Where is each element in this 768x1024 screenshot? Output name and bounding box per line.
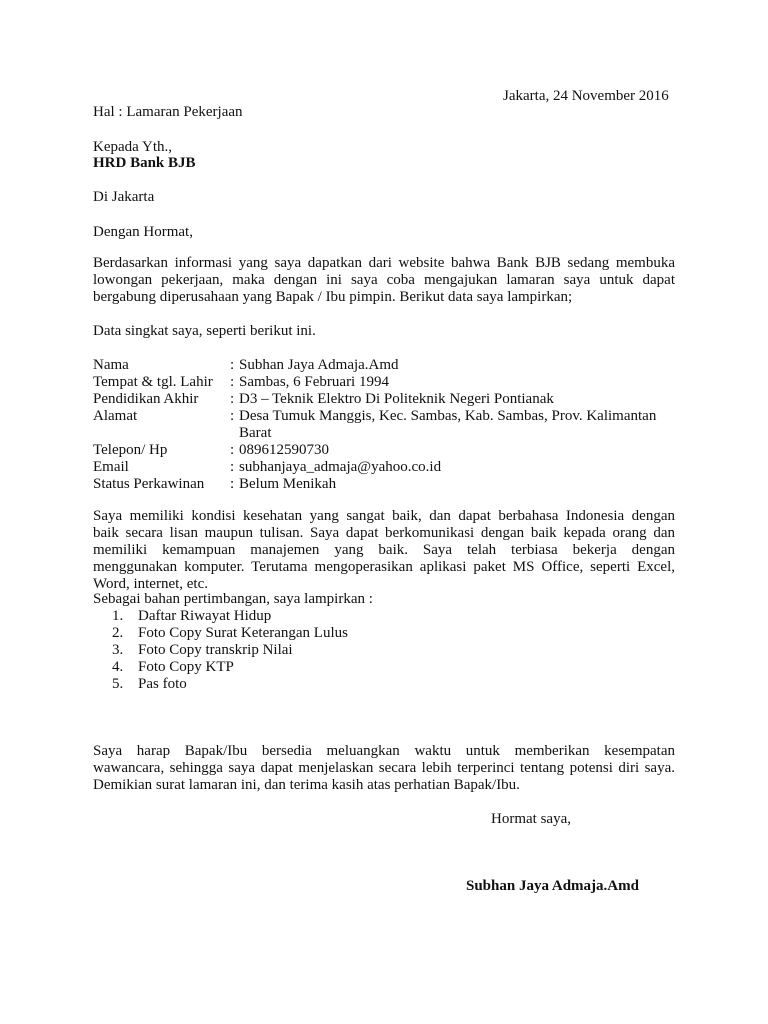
attachments-list: [112, 608, 348, 693]
closing-line: Saya harap Bapak/Ibu bersedia meluangkan waktu untuk memberikan kesempatan: [93, 743, 675, 759]
data-value: : Desa Tumuk Manggis, Kec. Sambas, Kab. Sambas, Prov. Kalimantan Barat: [230, 408, 683, 442]
data-value: : Subhan Jaya Admaja.Amd: [230, 357, 399, 373]
closing-line: Demikian surat lamaran ini, dan terima kasih atas perhatian Bapak/Ibu.: [93, 777, 520, 793]
data-row-pendidikan: [93, 391, 683, 408]
letter-subject: Hal : Lamaran Pekerjaan: [93, 104, 243, 120]
data-value: : Sambas, 6 Februari 1994: [230, 374, 389, 390]
intro-line: bergabung diperusahaan yang Bapak / Ibu pimpin. Berikut data saya lampirkan;: [93, 289, 573, 305]
skills-line: Saya memiliki kondisi kesehatan yang sangat baik, dan dapat berbahasa Indonesia dengan: [93, 508, 675, 524]
data-row-status: [93, 476, 683, 493]
data-label: Pendidikan Akhir: [93, 391, 199, 407]
signature-name: Subhan Jaya Admaja.Amd: [466, 878, 639, 894]
skills-line: menggunakan komputer. Terutama mengoperasikan aplikasi paket MS Office, seperti Excel,: [93, 559, 675, 575]
list-item: 1. Daftar Riwayat Hidup: [112, 608, 272, 624]
data-value: : subhanjaya_admaja@yahoo.co.id: [230, 459, 442, 475]
closing-paragraph: [93, 743, 675, 794]
address-continuation: Barat: [239, 425, 272, 441]
data-label: Tempat & tgl. Lahir: [93, 374, 213, 390]
skills-line: baik secara lisan maupun tulisan. Saya dapat berkomunikasi dengan baik kepada orang dan: [93, 525, 675, 541]
list-item: 3. Foto Copy transkrip Nilai: [112, 642, 293, 658]
personal-data-table: [93, 357, 683, 493]
letter-date: Jakarta, 24 November 2016: [503, 88, 669, 104]
data-intro: Data singkat saya, seperti berikut ini.: [93, 323, 316, 339]
list-item: 5. Pas foto: [112, 676, 187, 692]
list-item: 2. Foto Copy Surat Keterangan Lulus: [112, 625, 348, 641]
recipient-location: Di Jakarta: [93, 189, 155, 205]
data-row-nama: [93, 357, 683, 374]
data-value: : D3 – Teknik Elektro Di Politeknik Negeri Pontianak: [230, 391, 554, 407]
data-value: : 089612590730: [230, 442, 329, 458]
salutation: Dengan Hormat,: [93, 224, 193, 240]
data-label: Status Perkawinan: [93, 476, 205, 492]
attachments-intro: Sebagai bahan pertimbangan, saya lampirkan :: [93, 591, 373, 607]
signoff: Hormat saya,: [491, 811, 571, 827]
data-value: : Belum Menikah: [230, 476, 337, 492]
skills-paragraph: [93, 508, 675, 593]
skills-line: memiliki kemampuan manajemen yang baik. Saya telah terbiasa bekerja dengan: [93, 542, 675, 558]
intro-line: lowongan pekerjaan, maka dengan ini saya coba mengajukan lamaran saya untuk dapat: [93, 272, 675, 288]
data-row-telepon: [93, 442, 683, 459]
data-row-tempat-tgl-lahir: [93, 374, 683, 391]
data-label: Alamat: [93, 408, 138, 424]
data-label: Nama: [93, 357, 129, 373]
closing-line: wawancara, sehingga saya dapat menjelaskan secara lebih terperinci tentang potensi diri saya.: [93, 760, 675, 776]
intro-paragraph: [93, 255, 675, 306]
data-row-alamat: [93, 408, 683, 442]
list-item: 4. Foto Copy KTP: [112, 659, 234, 675]
skills-line: Word, internet, etc.: [93, 576, 208, 592]
data-row-email: [93, 459, 683, 476]
data-label: Email: [93, 459, 129, 475]
data-label: Telepon/ Hp: [93, 442, 168, 458]
recipient-greeting: Kepada Yth.,: [93, 139, 172, 155]
recipient-name: HRD Bank BJB: [93, 155, 196, 171]
intro-line: Berdasarkan informasi yang saya dapatkan dari website bahwa Bank BJB sedang membuka: [93, 255, 675, 271]
